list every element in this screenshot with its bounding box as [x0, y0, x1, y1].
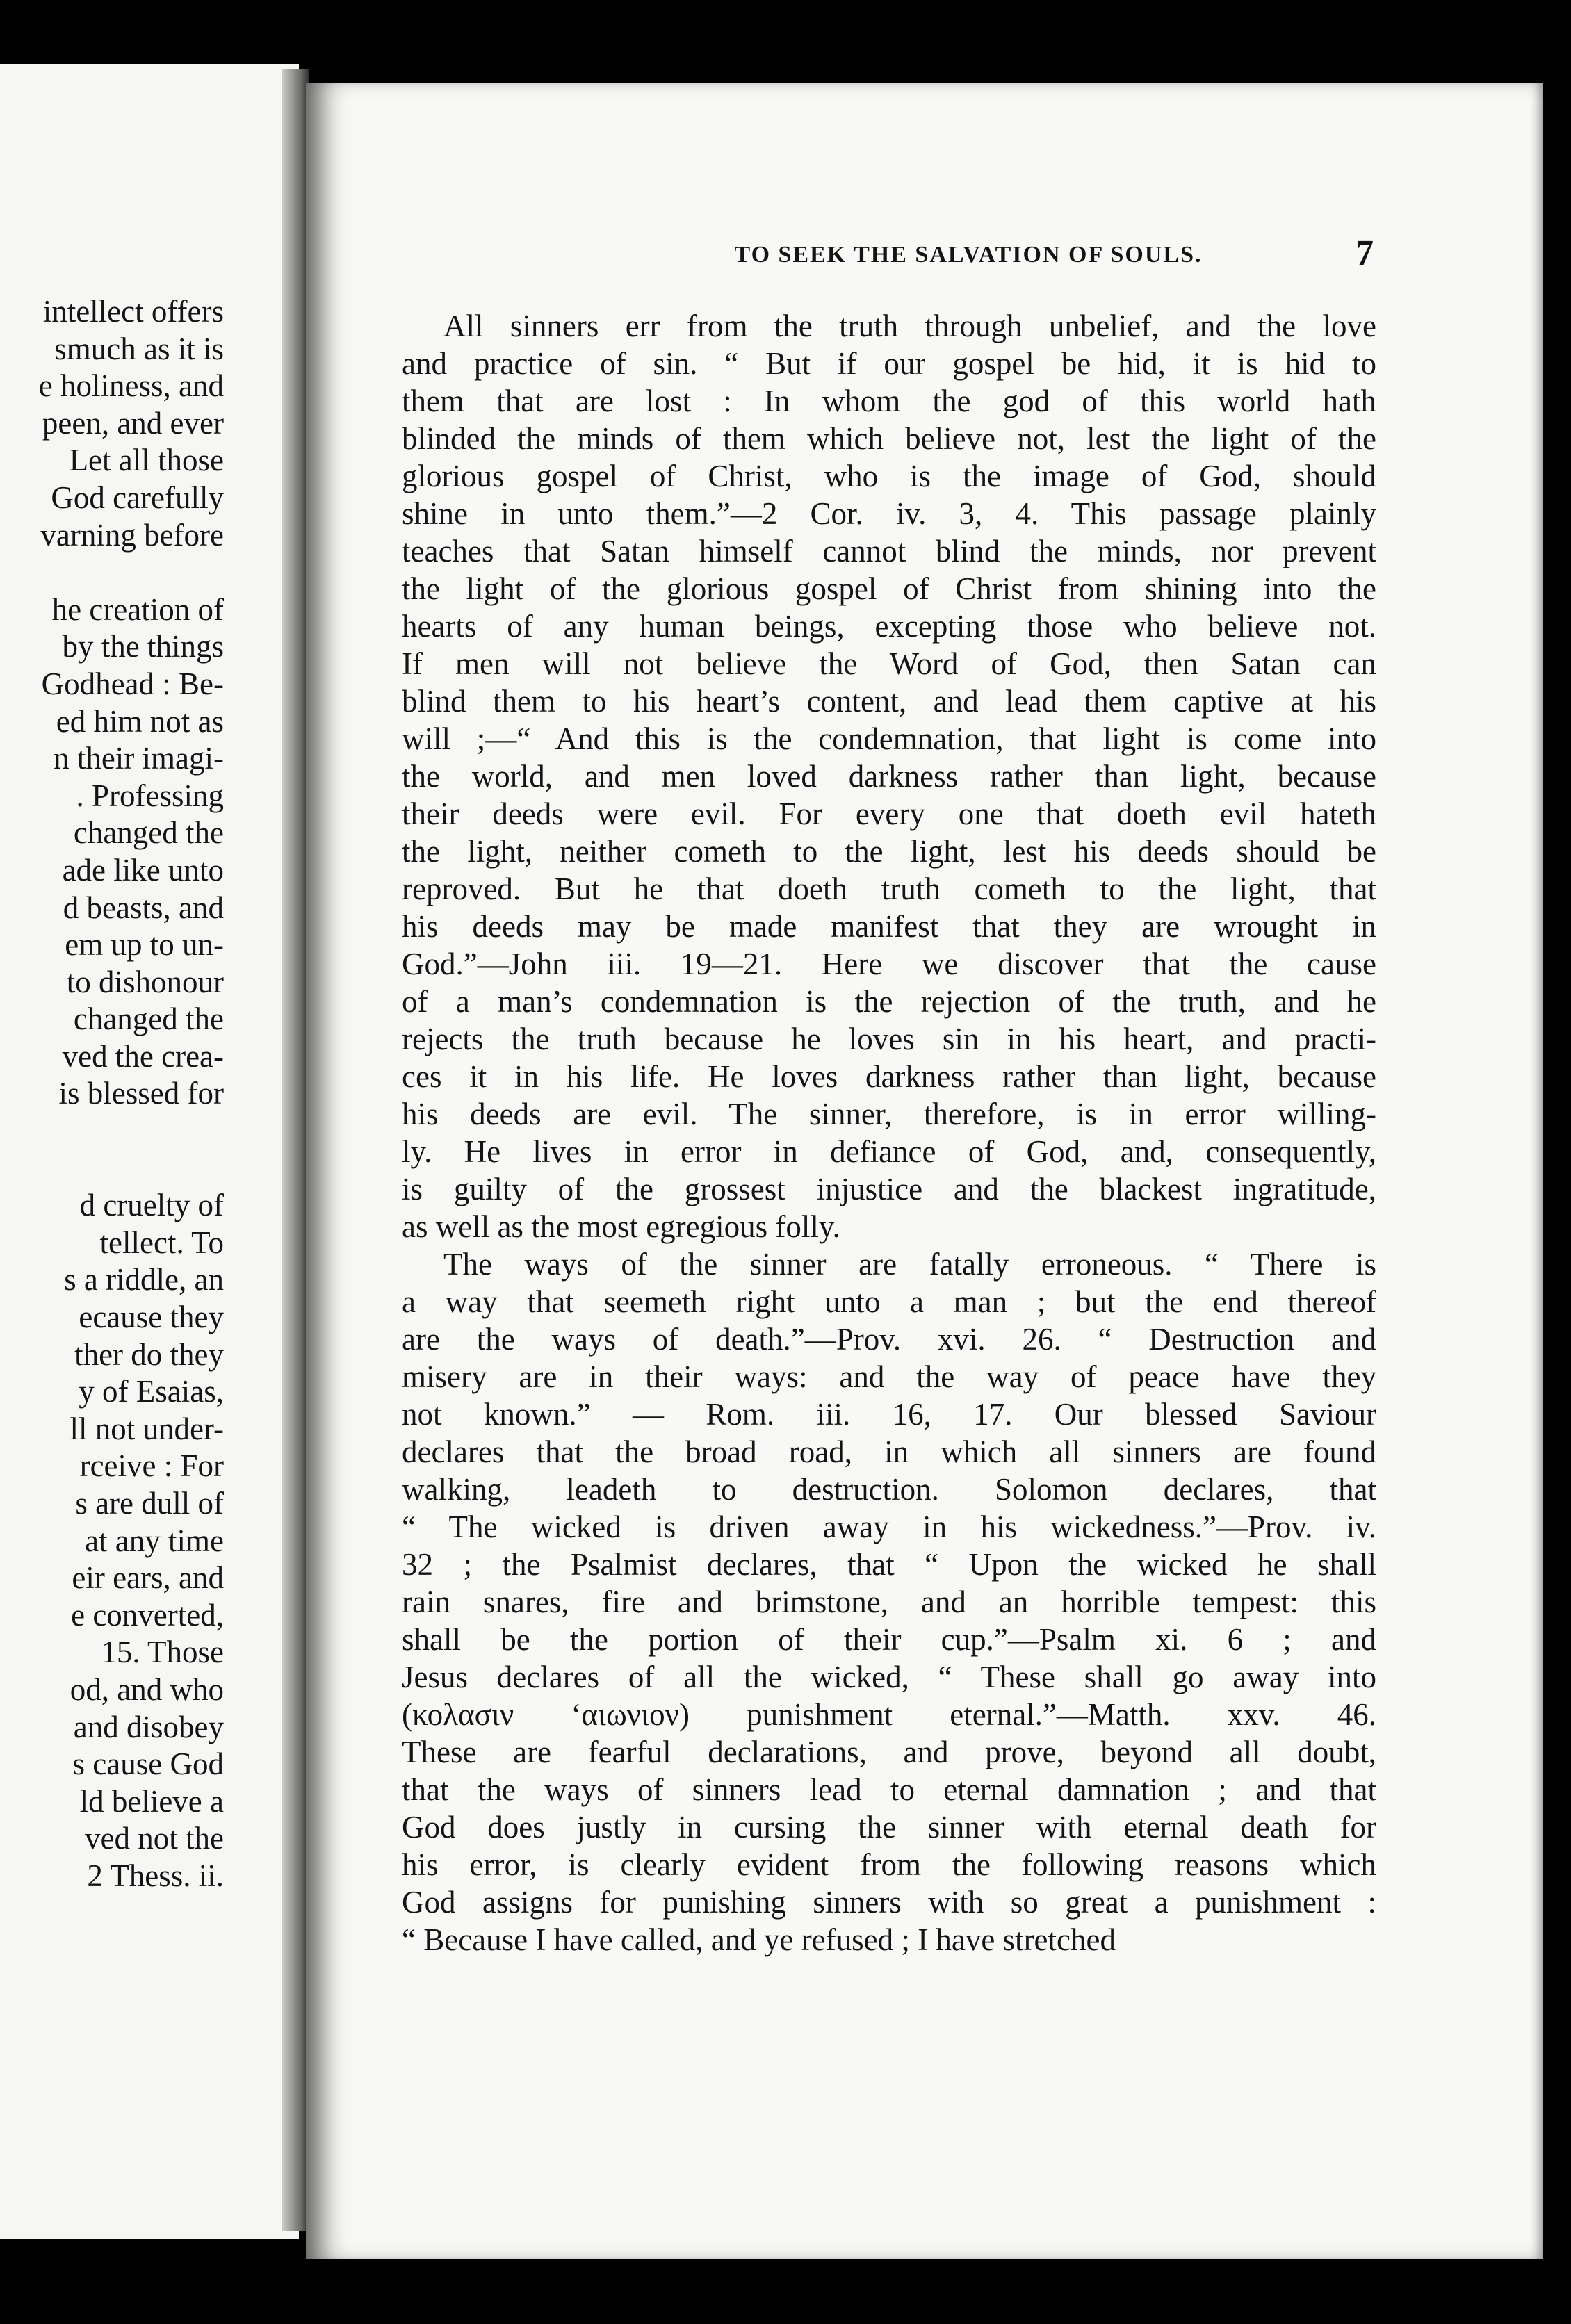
- text-line: God assigns for punishing sinners with so great a punishment :: [402, 1885, 1376, 1920]
- body-text: [402, 307, 1376, 1958]
- text-line: God does justly in cursing the sinner with eternal death for: [402, 1810, 1376, 1844]
- text-line: If men will not believe the Word of God, then Satan can: [402, 646, 1376, 681]
- left-page-line: e converted,: [71, 1597, 224, 1632]
- text-line: misery are in their ways: and the way of peace have they: [402, 1359, 1376, 1394]
- left-page-line: eir ears, and: [72, 1560, 224, 1596]
- text-line: his error, is clearly evident from the following reasons which: [402, 1847, 1376, 1882]
- text-line: All sinners err from the truth through unbelief, and the love: [443, 309, 1376, 343]
- text-line: and practice of sin. “ But if our gospel be hid, it is hid to: [402, 346, 1376, 381]
- left-page-line: em up to un-: [65, 927, 224, 963]
- text-line: the light, neither cometh to the light, lest his deeds should be: [402, 834, 1376, 869]
- left-page-line: ed him not as: [56, 703, 224, 739]
- text-line: rejects the truth because he loves sin in his heart, and practi-: [402, 1022, 1376, 1056]
- left-page-line: e holiness, and: [38, 368, 224, 404]
- left-page-line: y of Esaias,: [79, 1374, 224, 1409]
- text-line: shall be the portion of their cup.”—Psalm xi. 6 ; and: [402, 1622, 1376, 1657]
- text-line: ces it in his life. He loves darkness rather than light, because: [402, 1059, 1376, 1094]
- text-line: not known.” — Rom. iii. 16, 17. Our blessed Saviour: [402, 1397, 1376, 1432]
- text-line: a way that seemeth right unto a man ; but the end thereof: [402, 1284, 1376, 1319]
- text-line: The ways of the sinner are fatally erroneous. “ There is: [443, 1247, 1376, 1282]
- left-page-line: and disobey: [73, 1709, 224, 1744]
- text-line: reproved. But he that doeth truth cometh to the light, that: [402, 872, 1376, 906]
- left-page-line: God carefully: [51, 480, 224, 515]
- left-page-line: changed the: [73, 1001, 224, 1037]
- left-page-line: peen, and ever: [42, 405, 224, 441]
- left-page-text: [0, 293, 224, 1895]
- book-gutter: [282, 69, 309, 2231]
- left-page-line: tellect. To: [99, 1225, 224, 1260]
- text-line: declares that the broad road, in which all sinners are found: [402, 1434, 1376, 1469]
- left-page-line: is blessed for: [58, 1076, 224, 1111]
- text-line: “ Because I have called, and ye refused ; I have stretched: [402, 1922, 1116, 1957]
- text-line: 32 ; the Psalmist declares, that “ Upon the wicked he shall: [402, 1547, 1376, 1582]
- left-facing-page: [0, 64, 299, 2239]
- left-page-line: . Professing: [76, 778, 224, 813]
- text-line: their deeds were evil. For every one that doeth evil hateth: [402, 796, 1376, 831]
- left-page-line: Godhead : Be-: [41, 666, 224, 701]
- left-page-line: ther do they: [74, 1336, 224, 1372]
- left-page-line: s cause God: [72, 1746, 224, 1782]
- text-line: that the ways of sinners lead to eternal damnation ; and that: [402, 1772, 1376, 1807]
- text-line: teaches that Satan himself cannot blind the minds, nor prevent: [402, 534, 1376, 568]
- left-page-line: d cruelty of: [79, 1188, 224, 1223]
- text-line: will ;—“ And this is the condemnation, that light is come into: [402, 721, 1376, 756]
- text-line: is guilty of the grossest injustice and the blackest ingratitude,: [402, 1172, 1376, 1206]
- text-line: the light of the glorious gospel of Christ from shining into the: [402, 571, 1376, 606]
- text-line: walking, leadeth to destruction. Solomon declares, that: [402, 1472, 1376, 1507]
- text-line: the world, and men loved darkness rather than light, because: [402, 759, 1376, 794]
- running-head: TO SEEK THE SALVATION OF SOULS.: [734, 242, 1203, 268]
- text-line: These are fearful declarations, and prove, beyond all doubt,: [402, 1735, 1376, 1769]
- left-page-line: 2 Thess. ii.: [87, 1858, 224, 1893]
- text-line: (κολασιν ‘αιωνιον) punishment eternal.”—Matth. xxv. 46.: [402, 1697, 1376, 1732]
- left-page-line: [0, 1150, 224, 1188]
- left-page-line: od, and who: [70, 1671, 224, 1707]
- left-page-line: ved not the: [85, 1821, 224, 1856]
- text-line: are the ways of death.”—Prov. xvi. 26. “ Destruction and: [402, 1322, 1376, 1357]
- left-page-line: smuch as it is: [54, 331, 224, 366]
- text-line: his deeds are evil. The sinner, therefore, is in error willing-: [402, 1097, 1376, 1131]
- text-line: them that are lost : In whom the god of this world hath: [402, 384, 1376, 418]
- left-page-line: to dishonour: [66, 964, 224, 999]
- left-page-line: d beasts, and: [63, 890, 224, 925]
- left-page-line: ld believe a: [79, 1783, 224, 1819]
- left-page-line: he creation of: [51, 591, 224, 627]
- left-page-line: rceive : For: [79, 1448, 224, 1484]
- left-page-line: at any time: [85, 1523, 224, 1558]
- text-line: blind them to his heart’s content, and lead them captive at his: [402, 684, 1376, 719]
- left-page-line: ecause they: [79, 1300, 224, 1335]
- text-line: blinded the minds of them which believe not, lest the light of the: [402, 421, 1376, 456]
- text-line: rain snares, fire and brimstone, and an horrible tempest: this: [402, 1585, 1376, 1619]
- left-page-line: ll not under-: [70, 1411, 224, 1446]
- page-number: 7: [1356, 234, 1374, 273]
- text-line: Jesus declares of all the wicked, “ These shall go away into: [402, 1660, 1376, 1694]
- left-page-line: 15. Those: [101, 1635, 224, 1670]
- text-line: God.”—John iii. 19—21. Here we discover that the cause: [402, 947, 1376, 981]
- left-page-line: varning before: [40, 517, 224, 553]
- left-page-line: intellect offers: [42, 294, 224, 329]
- text-line: as well as the most egregious folly.: [402, 1209, 840, 1244]
- text-line: ly. He lives in error in defiance of God, and, consequently,: [402, 1134, 1376, 1169]
- left-page-line: Let all those: [69, 443, 224, 478]
- text-line: hearts of any human beings, excepting those who believe not.: [402, 609, 1376, 644]
- left-page-line: by the things: [62, 629, 224, 664]
- right-page: [306, 83, 1543, 2259]
- left-page-line: ade like unto: [62, 852, 224, 887]
- text-line: shine in unto them.”—2 Cor. iv. 3, 4. This passage plainly: [402, 496, 1376, 531]
- left-page-line: ved the crea-: [62, 1038, 224, 1074]
- left-page-line: [0, 554, 224, 591]
- left-page-line: s are dull of: [75, 1486, 224, 1521]
- text-line: of a man’s condemnation is the rejection of the truth, and he: [402, 984, 1376, 1019]
- text-line: his deeds may be made manifest that they are wrought in: [402, 909, 1376, 944]
- left-page-line: n their imagi-: [54, 741, 224, 776]
- left-page-line: [0, 1113, 224, 1150]
- left-page-line: changed the: [73, 815, 224, 851]
- text-line: “ The wicked is driven away in his wickedness.”—Prov. iv.: [402, 1509, 1376, 1544]
- text-line: glorious gospel of Christ, who is the image of God, should: [402, 459, 1376, 493]
- left-page-line: s a riddle, an: [64, 1262, 224, 1298]
